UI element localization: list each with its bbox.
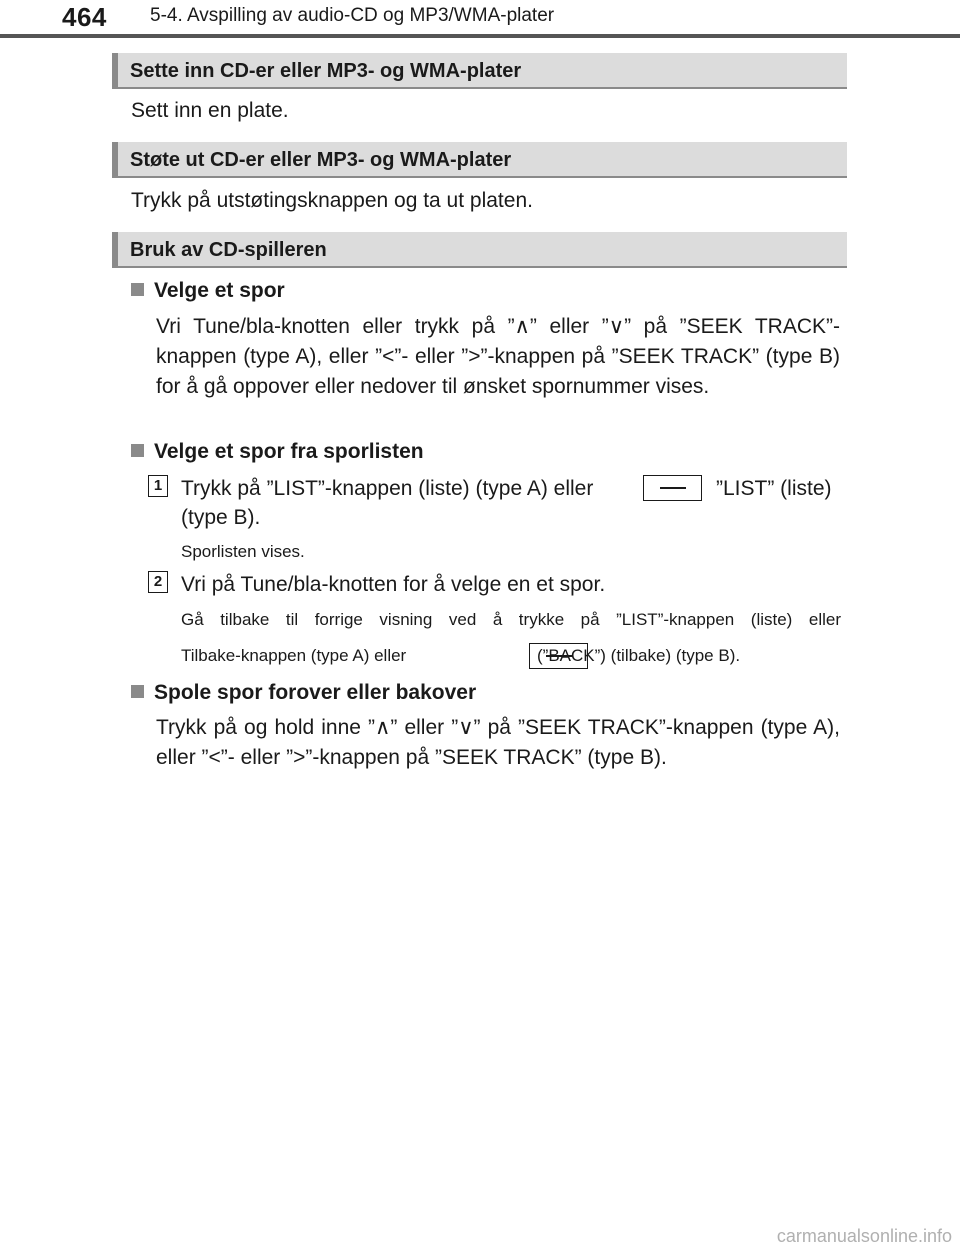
chapter-title: 5-4. Avspilling av audio-CD og MP3/WMA-plater xyxy=(150,5,555,26)
step1-text-a: Trykk på ”LIST”-knappen (liste) (type A) eller xyxy=(181,477,594,500)
heading-text: Spole spor forover eller bakover xyxy=(154,681,477,704)
watermark: carmanualsonline.info xyxy=(776,1226,952,1246)
step2-note-c: (”BACK”) (tilbake) (type B). xyxy=(537,646,741,665)
header-divider xyxy=(0,34,960,38)
step1-note: Sporlisten vises. xyxy=(181,542,305,561)
step2-note-b: Tilbake-knappen (type A) eller xyxy=(181,646,407,665)
bullet-square-icon xyxy=(131,685,144,698)
heading-text: Velge et spor xyxy=(154,279,285,302)
list-button-icon xyxy=(643,475,702,501)
section-header-eject xyxy=(112,142,847,178)
step1-text-c: (type B). xyxy=(181,506,261,529)
bullet-square-icon xyxy=(131,283,144,296)
section-accent xyxy=(112,142,118,176)
eject-instruction: Trykk på utstøtingsknappen og ta ut platen. xyxy=(131,189,533,212)
section-title: Sette inn CD-er eller MP3- og WMA-plater xyxy=(130,60,522,82)
step-number-1: 1 xyxy=(148,475,168,497)
page-number: 464 xyxy=(62,2,107,32)
section-accent xyxy=(112,232,118,266)
step-number-2: 2 xyxy=(148,571,168,593)
insert-instruction: Sett inn en plate. xyxy=(131,99,289,122)
bullet-heading-select-from-list xyxy=(131,440,424,464)
section-title: Bruk av CD-spilleren xyxy=(130,239,327,261)
section-title: Støte ut CD-er eller MP3- og WMA-plater xyxy=(130,149,512,171)
bullet-square-icon xyxy=(131,444,144,457)
step2-text: Vri på Tune/bla-knotten for å velge en et spor. xyxy=(181,573,606,596)
section-accent xyxy=(112,53,118,87)
bullet-heading-fast-forward xyxy=(131,681,476,705)
bullet-heading-select-track xyxy=(131,279,285,303)
section-header-insert xyxy=(112,53,847,89)
section-header-player xyxy=(112,232,847,268)
select-track-text: Vri Tune/bla-knotten eller trykk på ”∧” eller ”∨” på ”SEEK TRACK”-knappen (type A), eller ”<”- eller ”>”-knappen på ”SEEK TRACK” (type B) for å gå oppover eller nedover til ønsket spornummer vises. xyxy=(156,315,840,398)
step1-text-b: ”LIST” (liste) xyxy=(716,477,832,500)
step2-note-a: Gå tilbake til forrige visning ved å trykke på ”LIST”-knappen (liste) eller xyxy=(181,610,841,629)
fast-forward-text: Trykk på og hold inne ”∧” eller ”∨” på ”SEEK TRACK”-knappen (type A), eller ”<”- eller ”>”-knappen på ”SEEK TRACK” (type B). xyxy=(156,716,840,769)
heading-text: Velge et spor fra sporlisten xyxy=(154,440,424,463)
